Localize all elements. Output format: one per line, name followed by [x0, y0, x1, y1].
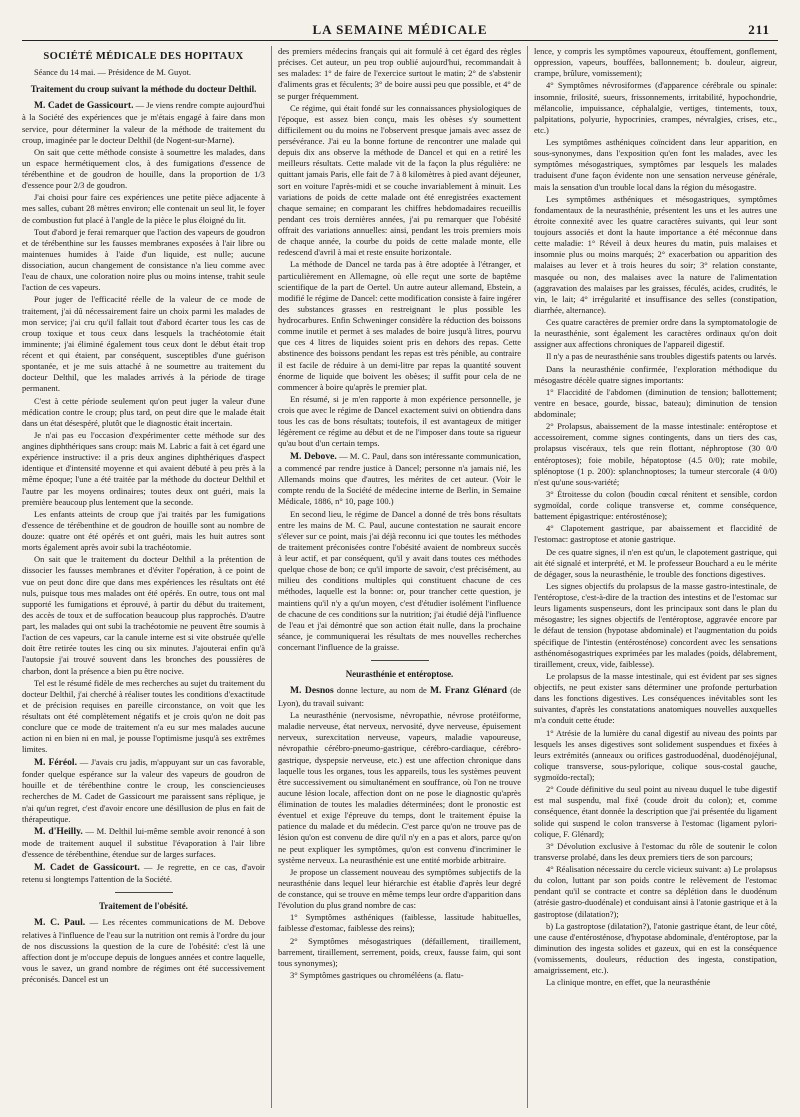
paragraph: J'ai choisi pour faire ces expériences une petite pièce adjacente à mes salles, cubant 28 mètres environ; elle contenait un seul lit, le foyer de combustion fut placé à l'angle de la pièce le plus éloigné du lit.	[22, 192, 265, 225]
paragraph-text: (de Lyon), du travail suivant:	[278, 685, 521, 708]
paragraph: Le prolapsus de la masse intestinale, qui est évident par ses signes objectifs, ne peut exister sans déterminer une profonde perturbation dans les fonctions digestives. Les conséquences inévitables sont les suivantes, d'après les constatations anatomiques nouvelles auxquelles m'a conduit cette étude:	[534, 670, 777, 726]
paragraph: Les enfants atteints de croup que j'ai traités par les fumigations d'essence de térébenthine et de goudron de houille sont au nombre de douze: quatre ont été opérés et ont guéri, mais les huit autres sont morts également après avoir subi la trachéotomie.	[22, 508, 265, 553]
article-title-obesity: Traitement de l'obésité.	[99, 901, 188, 912]
paragraph-text: donne lecture, au nom de	[336, 685, 427, 696]
paragraph: De ces quatre signes, il n'en est qu'un, le clapotement gastrique, qui ait été signalé et interprété, et M. le professeur Bouchard a eu le mérite de dégager, sous la neurasthénie, le trouble des fonctions digestives.	[534, 546, 777, 579]
society-heading: SOCIÉTÉ MÉDICALE DES HOPITAUX	[43, 51, 244, 62]
speaker-name: M. Franz Glénard	[429, 685, 507, 697]
journal-title: LA SEMAINE MÉDICALE	[312, 22, 488, 37]
column-middle	[278, 46, 521, 1108]
speaker-name: M. Desnos	[290, 685, 334, 697]
paragraph: La méthode de Dancel ne tarda pas à être adoptée à l'étranger, et particulièrement en Allemagne, où elle reçut une sorte de baptême scientifique de la part de Oertel. Un autre auteur allemand, Ebstein, a modifié le régime de Dancel: cette modification consiste à faire ingérer des substances grasses en restreignant le plus possible les hydrocarbures. Enfin Schweninger considère la réduction des boissons comme inutile et permet à ses malades de boire jusqu'à litres, pourvu que ces 4 litres de liquides soient pris en dehors des repas. Cette abstinence des boissons pendant les repas est très pénible, au contraire il est facile de réduire à un demi-litre par repas la quantité souvent énorme de liquide que boivent les obèses; il suffit pour cela de ne commencer à boire qu'après le premier plat.	[278, 259, 521, 392]
paragraph: 1° Flaccidité de l'abdomen (diminution de tension; ballottement; ventre en besace, gourde, bissac, bateau); diminution de tension abdominale;	[534, 386, 777, 419]
running-header	[22, 10, 778, 41]
paragraph: Tout d'abord je ferai remarquer que l'action des vapeurs de goudron et de térébenthine sur les fausses membranes exposées à l'air libre ou maintenues humides à l'aide d'un liquide, est nulle; aucune dissociation, aucun changement de consistance n'a lieu comme avec l'eau de chaux, une coloration noire plus ou moins intense, trahit seule l'action de ces vapeurs.	[22, 226, 265, 293]
paragraph: 4° Réalisation nécessaire du cercle vicieux suivant: a) Le prolapsus du colon, luttant par son poids contre le relèvement de l'estomac pendant qu'il se contracte et contre sa déplétion dans le duodénum (atrésie gastro-duodénale) et conduisant ainsi à l'atonie gastrique et à la gastroptose (dilatation?);	[534, 864, 777, 919]
paragraph: On sait que cette méthode consiste à soumettre les malades, dans un espace hermétiquement clos, à des fumigations d'essence de térébenthine et de goudron de houille, dans la proportion de 1/3 d'essence pour 2/3 de goudron.	[22, 146, 265, 191]
paragraph: 2° Symptômes mésogastriques (défaillement, tiraillement, barrement, tiraillement, serrement, poids, creux, fausse faim, qui sont tous synonymes);	[278, 935, 521, 968]
paragraph: C'est à cette période seulement qu'on peut juger la valeur d'une médication contre le croup; plus tard, on peut dire que le malade était dans un état désespéré, plutôt que le diagnostic était incertain.	[22, 395, 265, 428]
speaker-name: M. Cadet de Gassicourt.	[34, 861, 140, 873]
paragraph	[22, 100, 265, 146]
column-left	[22, 46, 265, 1108]
paragraph: 3° Symptômes gastriques ou chroméléens (a. flatu-	[290, 969, 464, 980]
session-line: Séance du 14 mai. — Présidence de M. Guyot.	[34, 67, 191, 77]
paragraph: En second lieu, le régime de Dancel a donné de très bons résultats entre les mains de M. C. Paul, aucune contestation ne saurait encore s'élever sur ce point, mais j'ai déjà reconnu ici que toutes les méthodes de traitement préconisées contre l'obésité avaient de nombreux succès à leur actif, et par conséquent, qu'il y avait dans toutes ces méthodes quelque chose de bon; ce qu'il importe de savoir, c'est précisément, au milieu des conditions multiples qui constituent chacune de ces méthodes, laquelle est la bonne: or, pour trancher cette question, je maintiens qu'il n'y a qu'un moyen, c'est d'étudier isolément l'influence de chacune de ces conditions sur la nutrition; j'ai étudié déjà l'influence de l'eau et j'ai démontré que son action était nulle, dans la prochaine séance, je communiquerai les résultats de mes nouvelles recherches concernant l'influence de la graisse.	[278, 508, 521, 653]
paragraph	[22, 826, 265, 861]
paragraph: 4° Symptômes névrosiformes (d'apparence cérébrale ou spinale: insomnie, frilosité, sueurs, frissonnements, irritabilité, hypochondrie, mélancolie, impuissance, céphalalgie, vertiges, tintements, toux, palpitations, polyurie, hypocrinies, crampes, névralgies, crises, etc., etc.)	[534, 80, 777, 135]
column-right	[534, 46, 777, 1108]
paragraph: lence, y compris les symptômes vapoureux, étouffement, gonflement, oppression, vapeurs, bouffées, ballonnement; b. douleur, aigreur, crampe, brûlure, vomissement);	[534, 46, 777, 79]
paragraph: Dans la neurasthénie confirmée, l'exploration méthodique du mésogastre décèle quatre signes importants:	[534, 363, 777, 385]
paragraph	[278, 685, 521, 709]
paragraph-text: — M. C. Paul, dans son intéressante communication, a commencé par rendre justice à Dancel; personne n'a jamais nié, les Allemands moins que d'autres, les mérites de cet auteur. (Voir le compte rendu de la Société de médecine interne de Berlin, in Semaine Médicale, 1886, n° 10, page 100.)	[278, 450, 521, 507]
section-rule	[371, 660, 429, 661]
paragraph: Pour juger de l'efficacité réelle de la valeur de ce mode de traitement, j'ai dû nécessairement faire un choix parmi les malades de mon service; j'ai cru qu'il fallait tout d'abord écarter tous les cas de croup toxique et tous ceux dans lesquels la trachéotomie était imminente; j'ai éliminé également tous ceux dont le début était trop récent et qui étaient, par conséquent, susceptibles d'une guérison spontanée, et je me suis attaché à ne soumettre au traitement du docteur Delthil, que les malades arrivés à la période de tirage permanent.	[22, 294, 265, 394]
page-number: 211	[748, 22, 770, 37]
paragraph: Tel est le résumé fidèle de mes recherches au sujet du traitement du docteur Delthil, j'ai cherché à réaliser toutes les conditions d'exactitude et de précision requises en pareille circonstance, on voit que les résultats ont été complètement négatifs et je crois qu'on ne doit pas conclure que ce mode de traitement n'a eu sur mes malades aucune action ni en bien ni en mal, je pousse l'optimisme jusqu'à ses extrêmes limites.	[22, 677, 265, 755]
article-title-croup: Traitement du croup suivant la méthode du docteur Delthil.	[30, 83, 257, 94]
speaker-name: M. Féréol.	[34, 756, 77, 768]
paragraph: Je propose un classement nouveau des symptômes subjectifs de la neurasthénie dans lequel leur hiérarchie est établie d'après leur degré de constance, qui se trouve en même temps leur ordre d'apparition dans l'évolution du plus grand nombre de cas:	[278, 866, 521, 911]
paragraph: 1° Symptômes asthéniques (faiblesse, lassitude habituelles, faiblesse d'estomac, faiblesse des reins);	[278, 912, 521, 934]
speaker-name: M. d'Heilly.	[34, 825, 83, 837]
paragraph	[22, 862, 265, 886]
paragraph	[22, 757, 265, 825]
paragraph: 2° Coude définitive du seul point au niveau duquel le tube digestif est mal suspendu, mal fixé (coude droit du colon); et, comme conséquence, étant donnée la description que j'ai présentée du ligament solide qui suspend le colon transverse à l'estomac (ligament pylori-colique, F. Glénard);	[534, 784, 777, 839]
paragraph: 1° Atrésie de la lumière du canal digestif au niveau des points par lesquels les anses digestives sont solidement suspendues et fixées à leurs extrémités (anneaux ou orifices gastroduodénal, duodénojéjunal, colique transverse, sous-pylorique, colique sous-costal gauche, sygmoïdo-rectal);	[534, 727, 777, 782]
paragraph-text: — Je regrette, en ce cas, d'avoir retenu si longtemps l'attention de la Société.	[22, 861, 265, 885]
paragraph-text: — Je viens rendre compte aujourd'hui à la Société des expériences que je m'étais engagé à faire dans mon service, pour déterminer la valeur de la méthode de traitement du croup, imaginée par le docteur Delthil (de Nogent-sur-Marne).	[22, 99, 265, 145]
paragraph-text: — M. Delthil lui-même semble avoir renoncé à son mode de traitement auquel il substitue l'évaporation à l'air libre d'essence de térébenthine, étendue sur de larges surfaces.	[22, 825, 265, 860]
paragraph	[278, 451, 521, 508]
paragraph-text: — J'avais cru jadis, m'appuyant sur un cas favorable, fonder quelque espérance sur la valeur des vapeurs de goudron de houille et de térébenthine contre le croup, les consciencieuses recherches de M. Cadet de Gassicourt me paraissent sans réplique, je n'ai qu'un regret, c'est d'avoir encore une désillusion de plus en fait de thérapeutique.	[22, 756, 265, 824]
paragraph: 4° Clapotement gastrique, par abaissement et flaccidité de l'estomac: gastroptose et atonie gastrique.	[534, 523, 777, 545]
paragraph: b) La gastroptose (dilatation?), l'atonie gastrique étant, de leur côté, une cause d'entérosténose, d'hypotase abdominale, d'entéroptose, par la diminution des ingesta solides et gazeux, qui en est la conséquence (vomissements, douleurs, réduction des ingesta, constipation, amaigrissement, etc.).	[534, 920, 777, 976]
section-rule	[115, 892, 173, 893]
paragraph: des premiers médecins français qui ait formulé à cet égard des règles précises. Cet auteur, un peu trop oublié aujourd'hui, recommandait à ses malades: 1° de faire de l'exercice surtout le matin; 2° de s'abstenir d'aliments gras et féculents; 3° de boire aussi peu que possible, et 4° de se purger fréquemment.	[278, 46, 521, 101]
paragraph: Ce régime, qui était fondé sur les connaissances physiologiques de l'époque, est assez bien conçu, mais les obèses s'y soumettent difficilement ou du moins ne l'observent presque jamais avec assez de persévérance. J'ai eu la bonne fortune de rencontrer une malade qui depuis dix ans observe la méthode de Dancel et qui en a retiré les meilleurs résultats. Cette malade vit de la façon la plus régulière: ne quittant jamais Paris, elle fait de 7 à 8 kilomètres à pied avant déjeuner, sort en voiture l'après-midi et se couche invariablement à minuit. Les variations de poids de cette malade ont été enregistrées exactement chaque semaine; en comparant les chiffres hebdomadaires recueillis pendant ces trois dernières années, j'ai pu remarquer que l'obésité offrait des variations annuelles: ainsi, pendant les trois premiers mois de chaque année, la courbe du poids de cette malade monte, elle redescend d'avril à mai et reste ensuite horizontale.	[278, 102, 521, 258]
paragraph: La clinique montre, en effet, que la neurasthénie	[546, 977, 711, 988]
paragraph: Il n'y a pas de neurasthénie sans troubles digestifs patents ou larvés.	[546, 351, 777, 362]
column-divider	[271, 46, 272, 1108]
speaker-name: M. Debove.	[290, 450, 337, 462]
article-title-neurasthenia: Neurasthénie et entéroptose.	[345, 669, 454, 680]
paragraph: Ces quatre caractères de premier ordre dans la symptomatologie de la neurasthénie, sont également les caractères ordinaux qu'on doit assigner aux affections chroniques de l'appareil digestif.	[534, 317, 777, 350]
paragraph: Les signes objectifs du prolapsus de la masse gastro-intestinale, de l'entéroptose, c'est-à-dire de la traction des intestins et de l'estomac sur leurs ligaments suspenseurs, dont les principaux sont dans le plan du mésogastre; les signes objectifs de l'entéroptose, aggravée encore par le défaut de tension (hypotase abdominale) et l'augmentation du poids spécifique de l'intestin (entérosténose) concordent avec les sensations asthénomésogastriques exprimées par les malades (poids, délabrement, tiraillement, creux, vide, faiblesse).	[534, 580, 777, 669]
paragraph: La neurasthénie (nervosisme, névropathie, névrose protéiforme, maladie nerveuse, état nerveux, nervosité, dyve nerveuse, épuisement nerveux, surexcitation nerveuse, vapeurs, maladie vapoureuse, névropathie cérébro-pneumo-gastrique, cérébro-cardiaque, cérébro-gastrique, dyspepsie nerveuse, etc.) est une affection chronique dans laquelle tous les organes, tous les appareils, tous les systèmes peuvent être successivement ou simultanément en souffrance, où l'on ne trouve aucune lésion locale, affection dont on ne pose le diagnostic qu'après élimination de toutes les maladies déterminées; dont le pronostic est éventuel et exige l'épreuve du temps, dont le traitement épuise la patience du malade et du médecin. C'est parce qu'on ne trouve pas de lésion qu'on est convenu de dire qu'il n'y en a pas et alors, parce qu'on ne peut expliquer les symptômes, qu'on est convenu d'incriminer le système nerveux. La neurasthénie est une entité morbide arbitraire.	[278, 710, 521, 865]
column-divider	[527, 46, 528, 1108]
paragraph: Les symptômes asthéniques et mésogastriques, symptômes fondamentaux de la neurasthénie, présentent les uns et les autres une étroite connexité avec les quatre caractères suivants, qui leur sont toujours associés et dont la haute importance a été méconnue dans cette maladie: 1° Réveil à deux heures du matin, puis malaises et insomnie plus ou moins marqués; 2° exacerbation ou apparition des malaises au lever et à trois heures du soir; 3° relation constante, masquée ou non, des malaises avec la nature de l'alimentation (aggravation des malaises par les graisses, féculés, acides, crudités, le vin, le lait; 4° irrégularité et insuffisance des selles (constipation, diarrhée, alternance).	[534, 193, 777, 315]
paragraph: 2° Prolapsus, abaissement de la masse intestinale: entéroptose et accessoirement, comme signes contingents, dans un tiers des cas, prolapsus viscéraux, tels que rein flottant, néphroptose (30 0/0 entéroptoses); foie mobile, hépatoptose (4.5 0/0); rate mobile, splénoptose (1 p. 200): splanchnoptoses; la tumeur stercorale (4 0/0) n'est qu'une sous-variété;	[534, 421, 777, 487]
paragraph: 3° Étroitesse du colon (boudin cœcal rénitent et sensible, cordon sygmoïdal, corde colique transverse et, comme conséquence, battement épigastrique: entérosténose);	[534, 488, 777, 522]
speaker-name: M. C. Paul.	[34, 917, 86, 929]
speaker-name: M. Cadet de Gassicourt.	[34, 99, 134, 111]
paragraph: 3° Dévolution exclusive à l'estomac du rôle de soutenir le colon transverse prolabé, dans les deux premiers tiers de son parcours;	[534, 840, 777, 862]
paragraph: On sait que le traitement du docteur Delthil a la prétention de dissocier les fausses membranes et d'éviter l'opération, à ce point de vue on peut donc dire que dans mes expériences les résultats ont été nuls, puisque tous mes malades ont été opérés. En outre, tous ont mal supporté les fumigations et éprouvé, à partir du début du traitement, des accès de toux et de suffocation beaucoup plus rapprochés. D'autre part, les malades qui ont subi la trachéotomie ne peuvent être soumis à l'action de ces vapeurs, car la canule interne est si vite obstruée qu'elle doit être retirée toutes les cinq ou six minutes. J'ajouterai enfin qu'à l'autopsie j'ai trouvé souvent dans les bronches des poussières de charbon, dont la présence a bien pu être nocive.	[22, 554, 265, 676]
paragraph	[22, 917, 265, 985]
paragraph: Les symptômes asthéniques coïncident dans leur apparition, en sous-synonymes, dans l'exposition qu'en font les malades, avec les symptômes mésogastriques, symptômes par lesquels les malades traduisent d'une façon évidente non une sensation nerveuse générale, mais la sensation d'un trouble local dans la région du mésogastre.	[534, 137, 777, 192]
text-columns	[22, 46, 778, 1108]
paragraph: En résumé, si je m'en rapporte à mon expérience personnelle, je crois que avec le régime de Dancel exactement suivi on obtiendra dans tous les cas de bons résultats; toutefois, il est avantageux de mitiger légèrement ce régime au début et de ne l'imposer dans toute sa rigueur qu'au bout d'un certain temps.	[278, 393, 521, 449]
paragraph-text: — Les récentes communications de M. Debove relatives à l'influence de l'eau sur la nutrition ont remis à l'ordre du jour de nos discussions la question de la cure de l'obésité: c'est là une affection dont je m'occupe depuis de longues années et contre laquelle, vous le savez, un grand nombre de régimes ont été successivement préconisés. Dancel est un	[22, 917, 265, 985]
paragraph: Je n'ai pas eu l'occasion d'expérimenter cette méthode sur des angines diphthériques sans croup: mais M. Labric a fait à cet égard une expérience instructive: il a pris deux angines diphthériques d'aspect identique et d'intensité moyenne et qui avaient débuté à peu près à la même époque; l'une a été traitée par la méthode du docteur Delthil et l'autre par les moyens ordinaires; toutes deux ont guéri, mais la première beaucoup plus lentement que la seconde.	[22, 429, 265, 507]
